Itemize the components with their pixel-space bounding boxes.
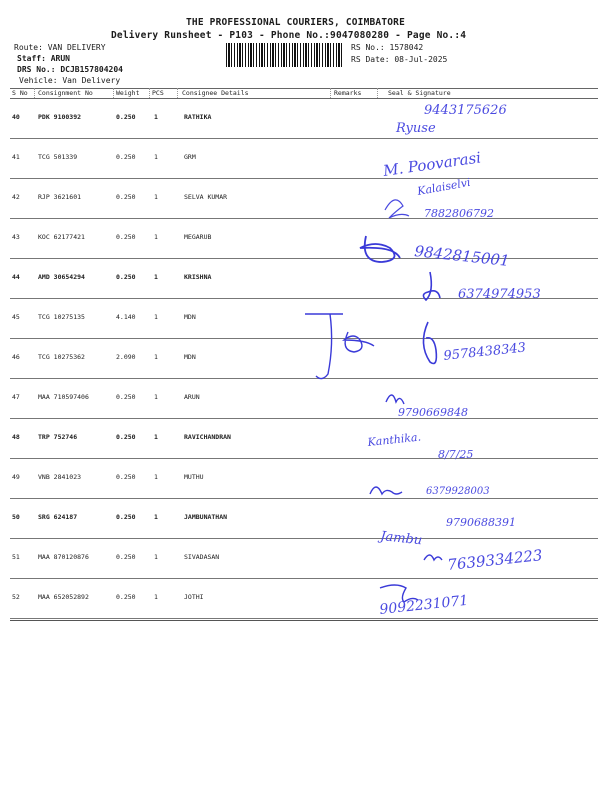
handwritten-phone: 9578438343 [442, 340, 527, 364]
col-header-consignee: Consignee Details [182, 89, 249, 97]
cell-sno: 45 [12, 313, 20, 321]
handwritten-phone: 9443175626 [424, 103, 507, 118]
cell-sno: 47 [12, 393, 20, 401]
cell-consignment: AMD 30654294 [38, 273, 85, 281]
barcode [226, 43, 344, 67]
cell-weight: 0.250 [116, 513, 136, 521]
table-row [10, 175, 598, 219]
cell-weight: 0.250 [116, 473, 136, 481]
table-row [10, 98, 598, 139]
runsheet-table [10, 88, 598, 621]
cell-consignee: MEGARUB [184, 233, 212, 241]
cell-pcs: 1 [154, 353, 158, 361]
handwritten-phone: 6379928003 [426, 486, 490, 497]
cell-sno: 41 [12, 153, 20, 161]
cell-weight: 0.250 [116, 113, 136, 121]
cell-pcs: 1 [154, 393, 158, 401]
table-row [10, 378, 598, 419]
cell-weight: 0.250 [116, 153, 136, 161]
cell-consignee: JOTHI [184, 593, 204, 601]
cell-sno: 44 [12, 273, 20, 281]
column-divider [149, 88, 150, 98]
table-row [10, 498, 598, 539]
col-header-pcs: PCS [152, 89, 164, 97]
cell-sno: 50 [12, 513, 20, 521]
cell-consignment: VNB 2841023 [38, 473, 82, 481]
cell-weight: 0.250 [116, 233, 136, 241]
cell-consignee: SELVA KUMAR [184, 193, 228, 201]
cell-consignee: JAMBUNATHAN [184, 513, 228, 521]
cell-consignment: TRP 752746 [38, 433, 78, 441]
column-divider [330, 88, 331, 98]
handwritten-phone: 9092231071 [378, 592, 470, 618]
cell-sno: 46 [12, 353, 20, 361]
table-row [10, 218, 598, 259]
cell-consignment: PDK 9100392 [38, 113, 82, 121]
cell-weight: 0.250 [116, 553, 136, 561]
table-row [10, 258, 598, 299]
cell-consignment: RJP 3621601 [38, 193, 82, 201]
cell-pcs: 1 [154, 113, 158, 121]
cell-consignment: KOC 62177421 [38, 233, 85, 241]
rs-date: RS Date: 08-Jul-2025 [351, 55, 448, 64]
cell-consignment: MAA 870120876 [38, 553, 89, 561]
cell-weight: 2.090 [116, 353, 136, 361]
vehicle-label: Vehicle: Van Delivery [19, 76, 121, 85]
cell-consignment: TCG 10275135 [38, 313, 85, 321]
cell-consignee: RATHIKA [184, 113, 212, 121]
cell-sno: 42 [12, 193, 20, 201]
cell-consignee: KRISHNA [184, 273, 212, 281]
cell-consignee: GRM [184, 153, 196, 161]
handwritten-phone: 9842815001 [413, 242, 511, 270]
cell-consignee: RAVICHANDRAN [184, 433, 231, 441]
cell-consignment: TCG 501339 [38, 153, 78, 161]
cell-weight: 4.140 [116, 313, 136, 321]
cell-pcs: 1 [154, 313, 158, 321]
cell-sno: 40 [12, 113, 20, 121]
col-header-weight: Weight [116, 89, 140, 97]
handwritten-date: 8/7/25 [438, 448, 474, 461]
column-divider [113, 88, 114, 98]
cell-weight: 0.250 [116, 193, 136, 201]
cell-pcs: 1 [154, 273, 158, 281]
cell-pcs: 1 [154, 553, 158, 561]
col-header-remarks: Remarks [334, 89, 362, 97]
table-row [10, 458, 598, 499]
cell-weight: 0.250 [116, 433, 136, 441]
cell-sno: 48 [12, 433, 20, 441]
cell-consignment: SRG 624187 [38, 513, 78, 521]
route-label: Route: VAN DELIVERY [14, 43, 106, 52]
handwritten-signature: M. Poovarasi [382, 148, 483, 180]
column-divider [34, 88, 35, 98]
company-title: THE PROFESSIONAL COURIERS, COIMBATORE [186, 17, 406, 28]
handwritten-signature: Kanthika. [366, 430, 422, 449]
col-header-consignment: Consignment No [38, 89, 93, 97]
cell-consignee: SIVADASAN [184, 553, 220, 561]
cell-consignee: MDN [184, 353, 196, 361]
handwritten-phone: 9790669848 [398, 406, 468, 419]
table-top-border [10, 88, 598, 89]
table-row [10, 538, 598, 579]
rs-number: RS No.: 1578042 [351, 43, 424, 52]
cell-weight: 0.250 [116, 273, 136, 281]
cell-sno: 51 [12, 553, 20, 561]
staff-label: Staff: ARUN [17, 54, 70, 63]
cell-weight: 0.250 [116, 593, 136, 601]
handwritten-signature: Ryuse [396, 121, 436, 136]
cell-pcs: 1 [154, 193, 158, 201]
handwritten-phone: 9790688391 [446, 516, 516, 529]
col-header-sno: S No [12, 89, 28, 97]
cell-consignment: MAA 652052892 [38, 593, 89, 601]
cell-consignee: MDN [184, 313, 196, 321]
table-row [10, 338, 598, 379]
runsheet-title: Delivery Runsheet - P103 - Phone No.:9047080280 - Page No.:4 [111, 30, 467, 41]
cell-pcs: 1 [154, 513, 158, 521]
cell-consignment: TCG 10275362 [38, 353, 85, 361]
column-divider [377, 88, 378, 98]
table-row [10, 418, 598, 459]
column-divider [177, 88, 178, 98]
cell-weight: 0.250 [116, 393, 136, 401]
table-row [10, 578, 598, 619]
cell-pcs: 1 [154, 153, 158, 161]
cell-pcs: 1 [154, 593, 158, 601]
cell-pcs: 1 [154, 473, 158, 481]
drs-number: DRS No.: DCJB157804204 [17, 65, 123, 74]
cell-consignee: ARUN [184, 393, 200, 401]
table-row [10, 138, 598, 179]
handwritten-signature: Kalaiselvi [416, 175, 472, 198]
col-header-seal: Seal & Signature [388, 89, 451, 97]
cell-sno: 49 [12, 473, 20, 481]
cell-pcs: 1 [154, 233, 158, 241]
handwritten-signature: Jambu [379, 529, 423, 549]
handwritten-phone: 7639334223 [446, 546, 544, 574]
cell-sno: 43 [12, 233, 20, 241]
cell-pcs: 1 [154, 433, 158, 441]
table-row [10, 298, 598, 339]
cell-sno: 52 [12, 593, 20, 601]
handwritten-phone: 6374974953 [458, 287, 541, 302]
cell-consignment: MAA 710597406 [38, 393, 89, 401]
handwritten-phone: 7882806792 [424, 207, 494, 220]
cell-consignee: MUTHU [184, 473, 204, 481]
